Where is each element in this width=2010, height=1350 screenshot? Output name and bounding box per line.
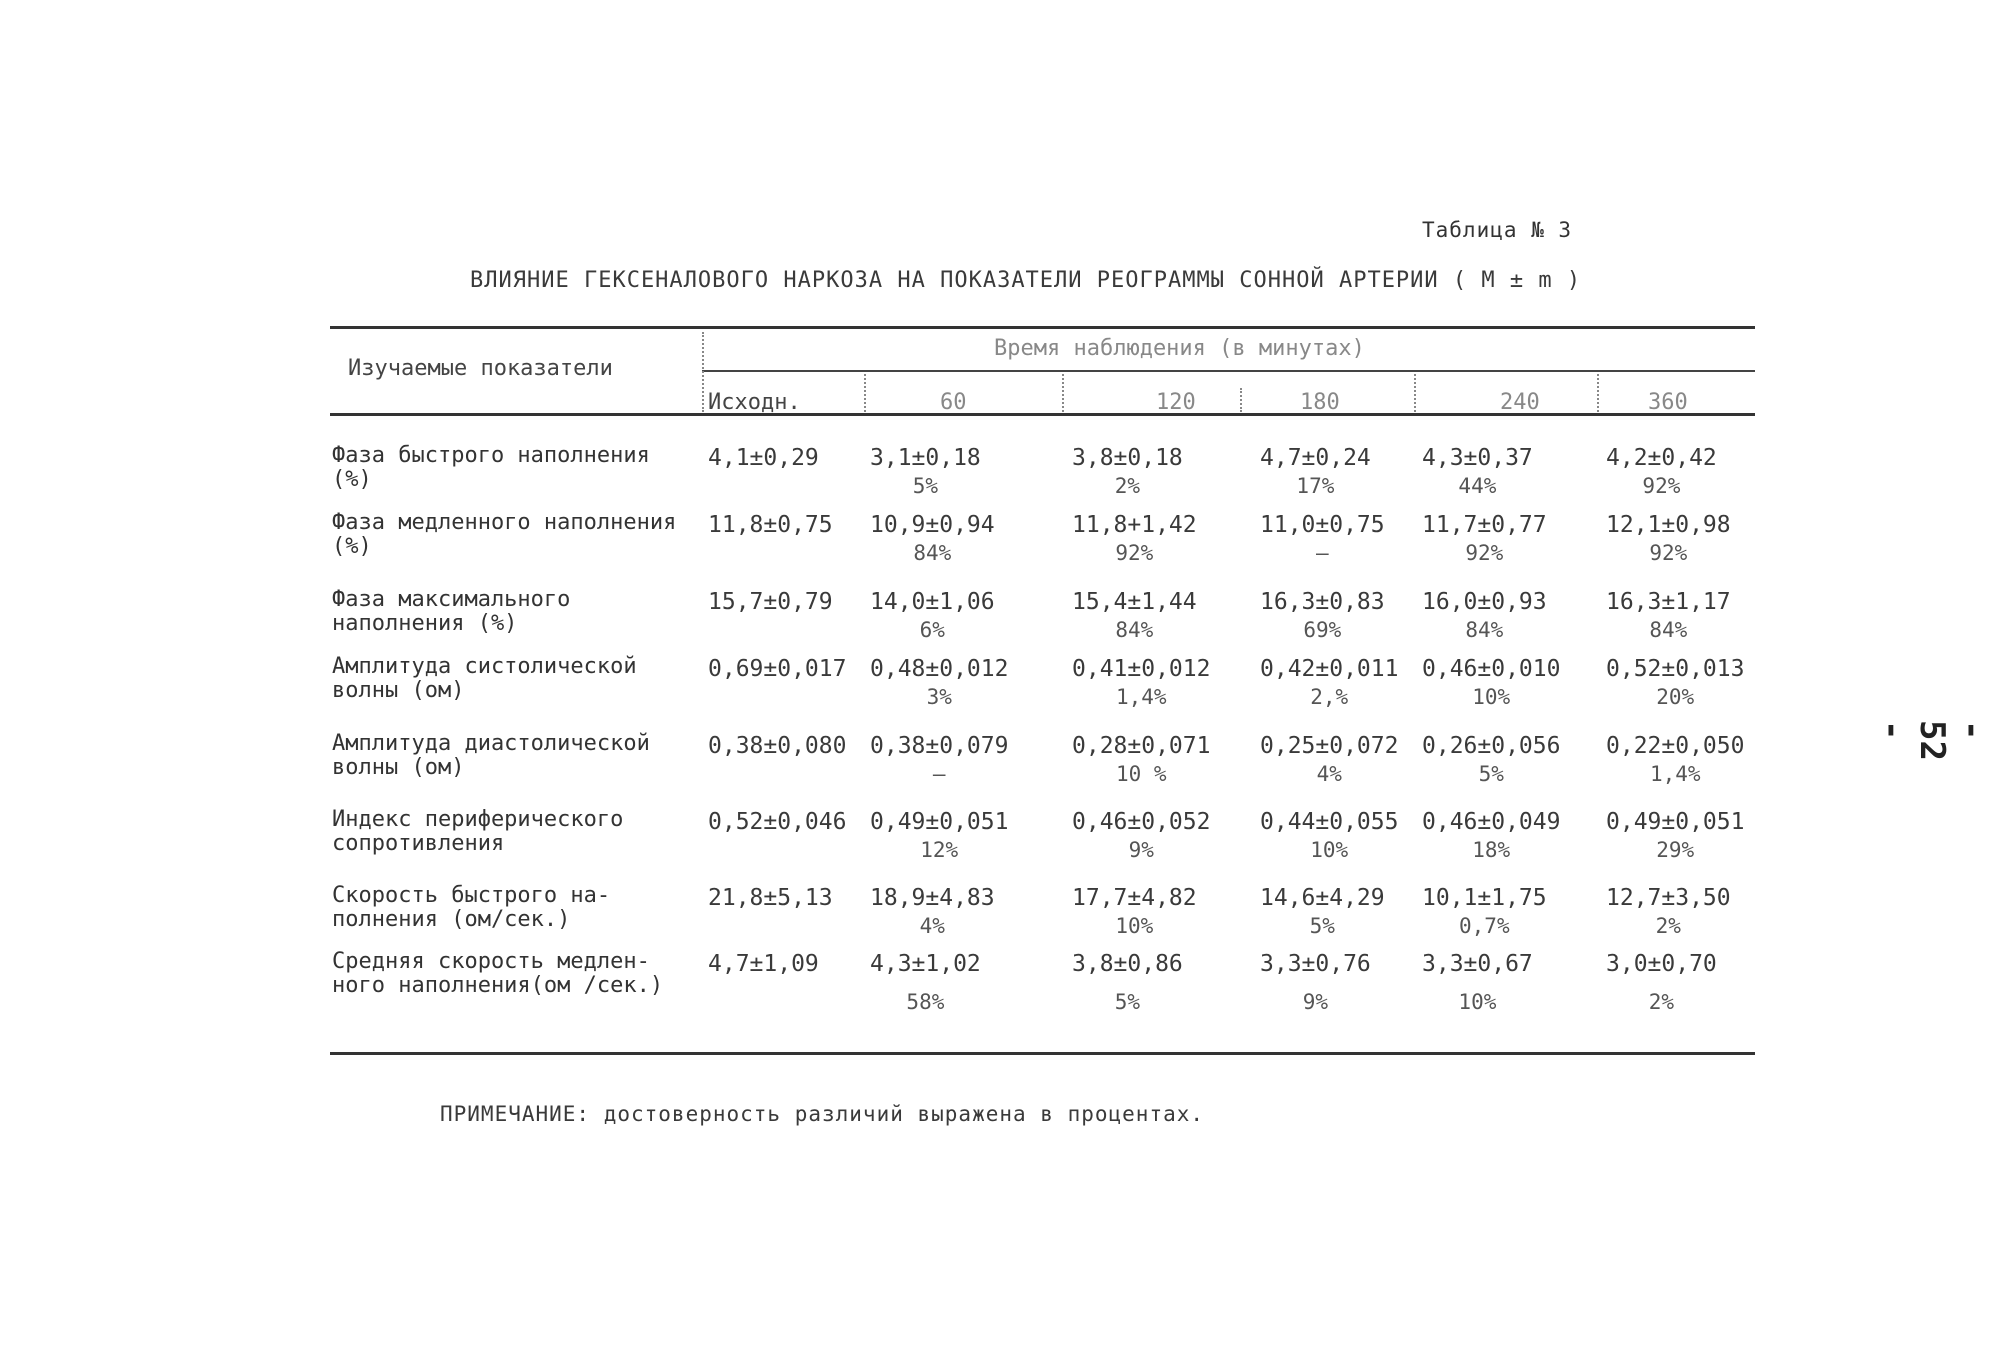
cell-significance: 44%	[1458, 474, 1497, 498]
table-cell	[870, 655, 1008, 711]
cell-value: 11,8±0,75	[708, 512, 833, 538]
table-cell	[708, 655, 846, 683]
table-cell	[1606, 511, 1731, 567]
cell-value: 4,1±0,29	[708, 445, 819, 471]
cell-value: 0,38±0,079	[870, 733, 1009, 759]
column-header: 120	[1156, 390, 1196, 415]
cell-value: 4,2±0,42	[1606, 445, 1717, 471]
table-cell	[1260, 588, 1385, 644]
cell-significance: 58%	[906, 990, 945, 1014]
cell-value: 12,1±0,98	[1606, 512, 1731, 538]
header-separator	[1240, 388, 1242, 412]
cell-value: 0,69±0,017	[708, 656, 847, 682]
footnote: ПРИМЕЧАНИЕ: достоверность различий выражена в процентах.	[440, 1102, 1205, 1126]
cell-value: 16,3±1,17	[1606, 589, 1731, 615]
cell-significance: 10%	[1310, 838, 1349, 862]
row-label: Средняя скорость медлен- ного наполнения(ом /сек.)	[332, 949, 664, 998]
row-label: Фаза быстрого наполнения (%)	[332, 443, 650, 492]
table-cell	[1072, 444, 1183, 500]
cell-value: 15,7±0,79	[708, 589, 833, 615]
table-cell	[1072, 732, 1210, 788]
cell-significance: 69%	[1303, 618, 1342, 642]
cell-value: 10,1±1,75	[1422, 885, 1547, 911]
table-cell	[708, 444, 819, 472]
table-cell	[1606, 884, 1731, 940]
cell-significance: 84%	[1465, 618, 1504, 642]
cell-value: 3,3±0,76	[1260, 951, 1371, 977]
cell-value: 11,0±0,75	[1260, 512, 1385, 538]
cell-value: 0,41±0,012	[1072, 656, 1211, 682]
cell-significance: 0,7%	[1459, 914, 1510, 938]
cell-significance: 84%	[913, 541, 952, 565]
cell-value: 3,0±0,70	[1606, 951, 1717, 977]
cell-significance: 5%	[912, 474, 939, 498]
table-cell	[870, 444, 981, 500]
table-cell	[870, 588, 995, 644]
table-cell	[1606, 444, 1717, 500]
table-cell	[1072, 950, 1183, 1016]
cell-significance: 3%	[926, 685, 952, 709]
column-header: Исходн.	[708, 390, 801, 415]
cell-significance: 2%	[1655, 914, 1681, 938]
page-number: - 52 -	[1872, 720, 1992, 761]
header-separator	[1597, 374, 1599, 412]
cell-value: 0,44±0,055	[1260, 809, 1399, 835]
table-number-label: Таблица № 3	[1422, 218, 1573, 242]
cell-value: 0,42±0,011	[1260, 656, 1399, 682]
time-header-rule	[702, 370, 1755, 372]
cell-significance: 1,4%	[1115, 685, 1167, 709]
column-header: 360	[1648, 390, 1688, 415]
cell-value: 0,52±0,046	[708, 809, 847, 835]
table-cell	[1260, 884, 1385, 940]
table-cell	[1072, 884, 1197, 940]
table-cell	[1072, 588, 1197, 644]
row-label: Амплитуда систолической волны (ом)	[332, 654, 637, 703]
top-rule	[330, 326, 1755, 329]
cell-value: 21,8±5,13	[708, 885, 833, 911]
cell-value: 11,7±0,77	[1422, 512, 1547, 538]
cell-value: 12,7±3,50	[1606, 885, 1731, 911]
table-cell	[1072, 511, 1197, 567]
cell-significance: 2%	[1114, 474, 1141, 498]
cell-value: 0,46±0,052	[1072, 809, 1211, 835]
cell-value: 18,9±4,83	[870, 885, 995, 911]
table-title: ВЛИЯНИЕ ГЕКСЕНАЛОВОГО НАРКОЗА НА ПОКАЗАТЕЛИ РЕОГРАММЫ СОННОЙ АРТЕРИИ ( M ± m )	[470, 268, 1582, 293]
table-cell	[1260, 808, 1398, 864]
cell-significance: 1,4%	[1649, 762, 1701, 786]
table-cell	[708, 808, 846, 836]
table-cell	[1606, 655, 1744, 711]
header-separator	[1062, 374, 1064, 412]
cell-value: 15,4±1,44	[1072, 589, 1197, 615]
cell-value: 0,46±0,049	[1422, 809, 1561, 835]
table-cell	[1606, 732, 1744, 788]
cell-significance: 9%	[1128, 838, 1154, 862]
table-cell	[1422, 950, 1533, 1016]
cell-value: 3,8±0,18	[1072, 445, 1183, 471]
cell-significance: 2%	[1648, 990, 1675, 1014]
header-separator	[702, 332, 704, 412]
cell-significance: 84%	[1649, 618, 1688, 642]
cell-significance: 9%	[1302, 990, 1329, 1014]
header-separator	[1414, 374, 1416, 412]
cell-significance: 92%	[1115, 541, 1154, 565]
cell-value: 16,3±0,83	[1260, 589, 1385, 615]
header-separator	[864, 374, 866, 412]
table-cell	[870, 732, 1008, 788]
table-cell	[708, 884, 833, 912]
cell-significance: 5%	[1478, 762, 1504, 786]
table-cell	[1260, 732, 1398, 788]
cell-significance: –	[932, 762, 946, 786]
cell-significance: 10%	[1115, 914, 1154, 938]
cell-value: 11,8+1,42	[1072, 512, 1197, 538]
time-header: Время наблюдения (в минутах)	[994, 336, 1365, 361]
table-cell	[1260, 950, 1371, 1016]
cell-significance: 12%	[920, 838, 959, 862]
table-cell	[708, 950, 819, 988]
cell-significance: 92%	[1642, 474, 1681, 498]
row-label: Индекс периферического сопротивления	[332, 807, 624, 856]
table-cell	[870, 884, 995, 940]
row-label: Амплитуда диастолической волны (ом)	[332, 731, 650, 780]
table-cell	[1072, 808, 1210, 864]
cell-value: 17,7±4,82	[1072, 885, 1197, 911]
cell-significance: 5%	[1114, 990, 1141, 1014]
table-cell	[1072, 655, 1210, 711]
cell-value: 0,22±0,050	[1606, 733, 1745, 759]
cell-value: 0,28±0,071	[1072, 733, 1211, 759]
row-label: Скорость быстрого на- полнения (ом/сек.)	[332, 883, 611, 932]
cell-significance: 18%	[1472, 838, 1511, 862]
table-cell	[1606, 588, 1731, 644]
header-bottom-rule	[330, 413, 1755, 416]
cell-value: 14,6±4,29	[1260, 885, 1385, 911]
table-cell	[1260, 511, 1385, 567]
table-cell	[1260, 655, 1398, 711]
cell-value: 0,49±0,051	[870, 809, 1009, 835]
cell-significance: 6%	[919, 618, 945, 642]
row-label: Фаза медленного наполнения (%)	[332, 510, 677, 559]
cell-value: 0,52±0,013	[1606, 656, 1745, 682]
table-cell	[1606, 950, 1717, 1016]
cell-value: 4,3±1,02	[870, 951, 981, 977]
column-header: 240	[1500, 390, 1540, 415]
table-cell	[870, 950, 981, 1016]
cell-significance: 10 %	[1115, 762, 1167, 786]
table-cell	[1422, 655, 1560, 711]
cell-value: 0,38±0,080	[708, 733, 847, 759]
cell-value: 0,46±0,010	[1422, 656, 1561, 682]
cell-significance: 20%	[1656, 685, 1695, 709]
cell-significance: 4%	[1316, 762, 1342, 786]
cell-value: 0,48±0,012	[870, 656, 1009, 682]
table-cell	[1422, 732, 1560, 788]
cell-significance: 29%	[1656, 838, 1695, 862]
table-cell	[1606, 808, 1744, 864]
column-header: 60	[940, 390, 967, 415]
table-cell	[1422, 884, 1547, 940]
table-cell	[870, 511, 995, 567]
cell-significance: 17%	[1296, 474, 1335, 498]
table-cell	[1422, 511, 1547, 567]
row-label: Фаза максимального наполнения (%)	[332, 587, 571, 636]
cell-value: 0,49±0,051	[1606, 809, 1745, 835]
cell-value: 4,7±1,09	[708, 951, 819, 977]
cell-significance: 92%	[1465, 541, 1504, 565]
column-header: 180	[1300, 390, 1340, 415]
cell-significance: 84%	[1115, 618, 1154, 642]
table-cell	[708, 588, 833, 616]
cell-significance: 92%	[1649, 541, 1688, 565]
cell-value: 14,0±1,06	[870, 589, 995, 615]
table-cell	[1260, 444, 1371, 500]
row-header: Изучаемые показатели	[348, 356, 613, 381]
cell-significance: 2,%	[1310, 685, 1349, 709]
cell-value: 0,25±0,072	[1260, 733, 1399, 759]
cell-value: 3,3±0,67	[1422, 951, 1533, 977]
cell-value: 0,26±0,056	[1422, 733, 1561, 759]
cell-value: 4,7±0,24	[1260, 445, 1371, 471]
table-cell	[1422, 588, 1547, 644]
cell-value: 10,9±0,94	[870, 512, 995, 538]
table-cell	[708, 732, 846, 760]
cell-significance: –	[1315, 541, 1329, 565]
cell-significance: 10%	[1458, 990, 1497, 1014]
cell-significance: 4%	[919, 914, 945, 938]
table-cell	[870, 808, 1008, 864]
cell-significance: 5%	[1309, 914, 1335, 938]
cell-significance: 10%	[1472, 685, 1511, 709]
cell-value: 4,3±0,37	[1422, 445, 1533, 471]
cell-value: 3,8±0,86	[1072, 951, 1183, 977]
table-bottom-rule	[330, 1052, 1755, 1055]
table-cell	[1422, 444, 1533, 500]
table-cell	[708, 511, 833, 539]
cell-value: 3,1±0,18	[870, 445, 981, 471]
cell-value: 16,0±0,93	[1422, 589, 1547, 615]
table-cell	[1422, 808, 1560, 864]
